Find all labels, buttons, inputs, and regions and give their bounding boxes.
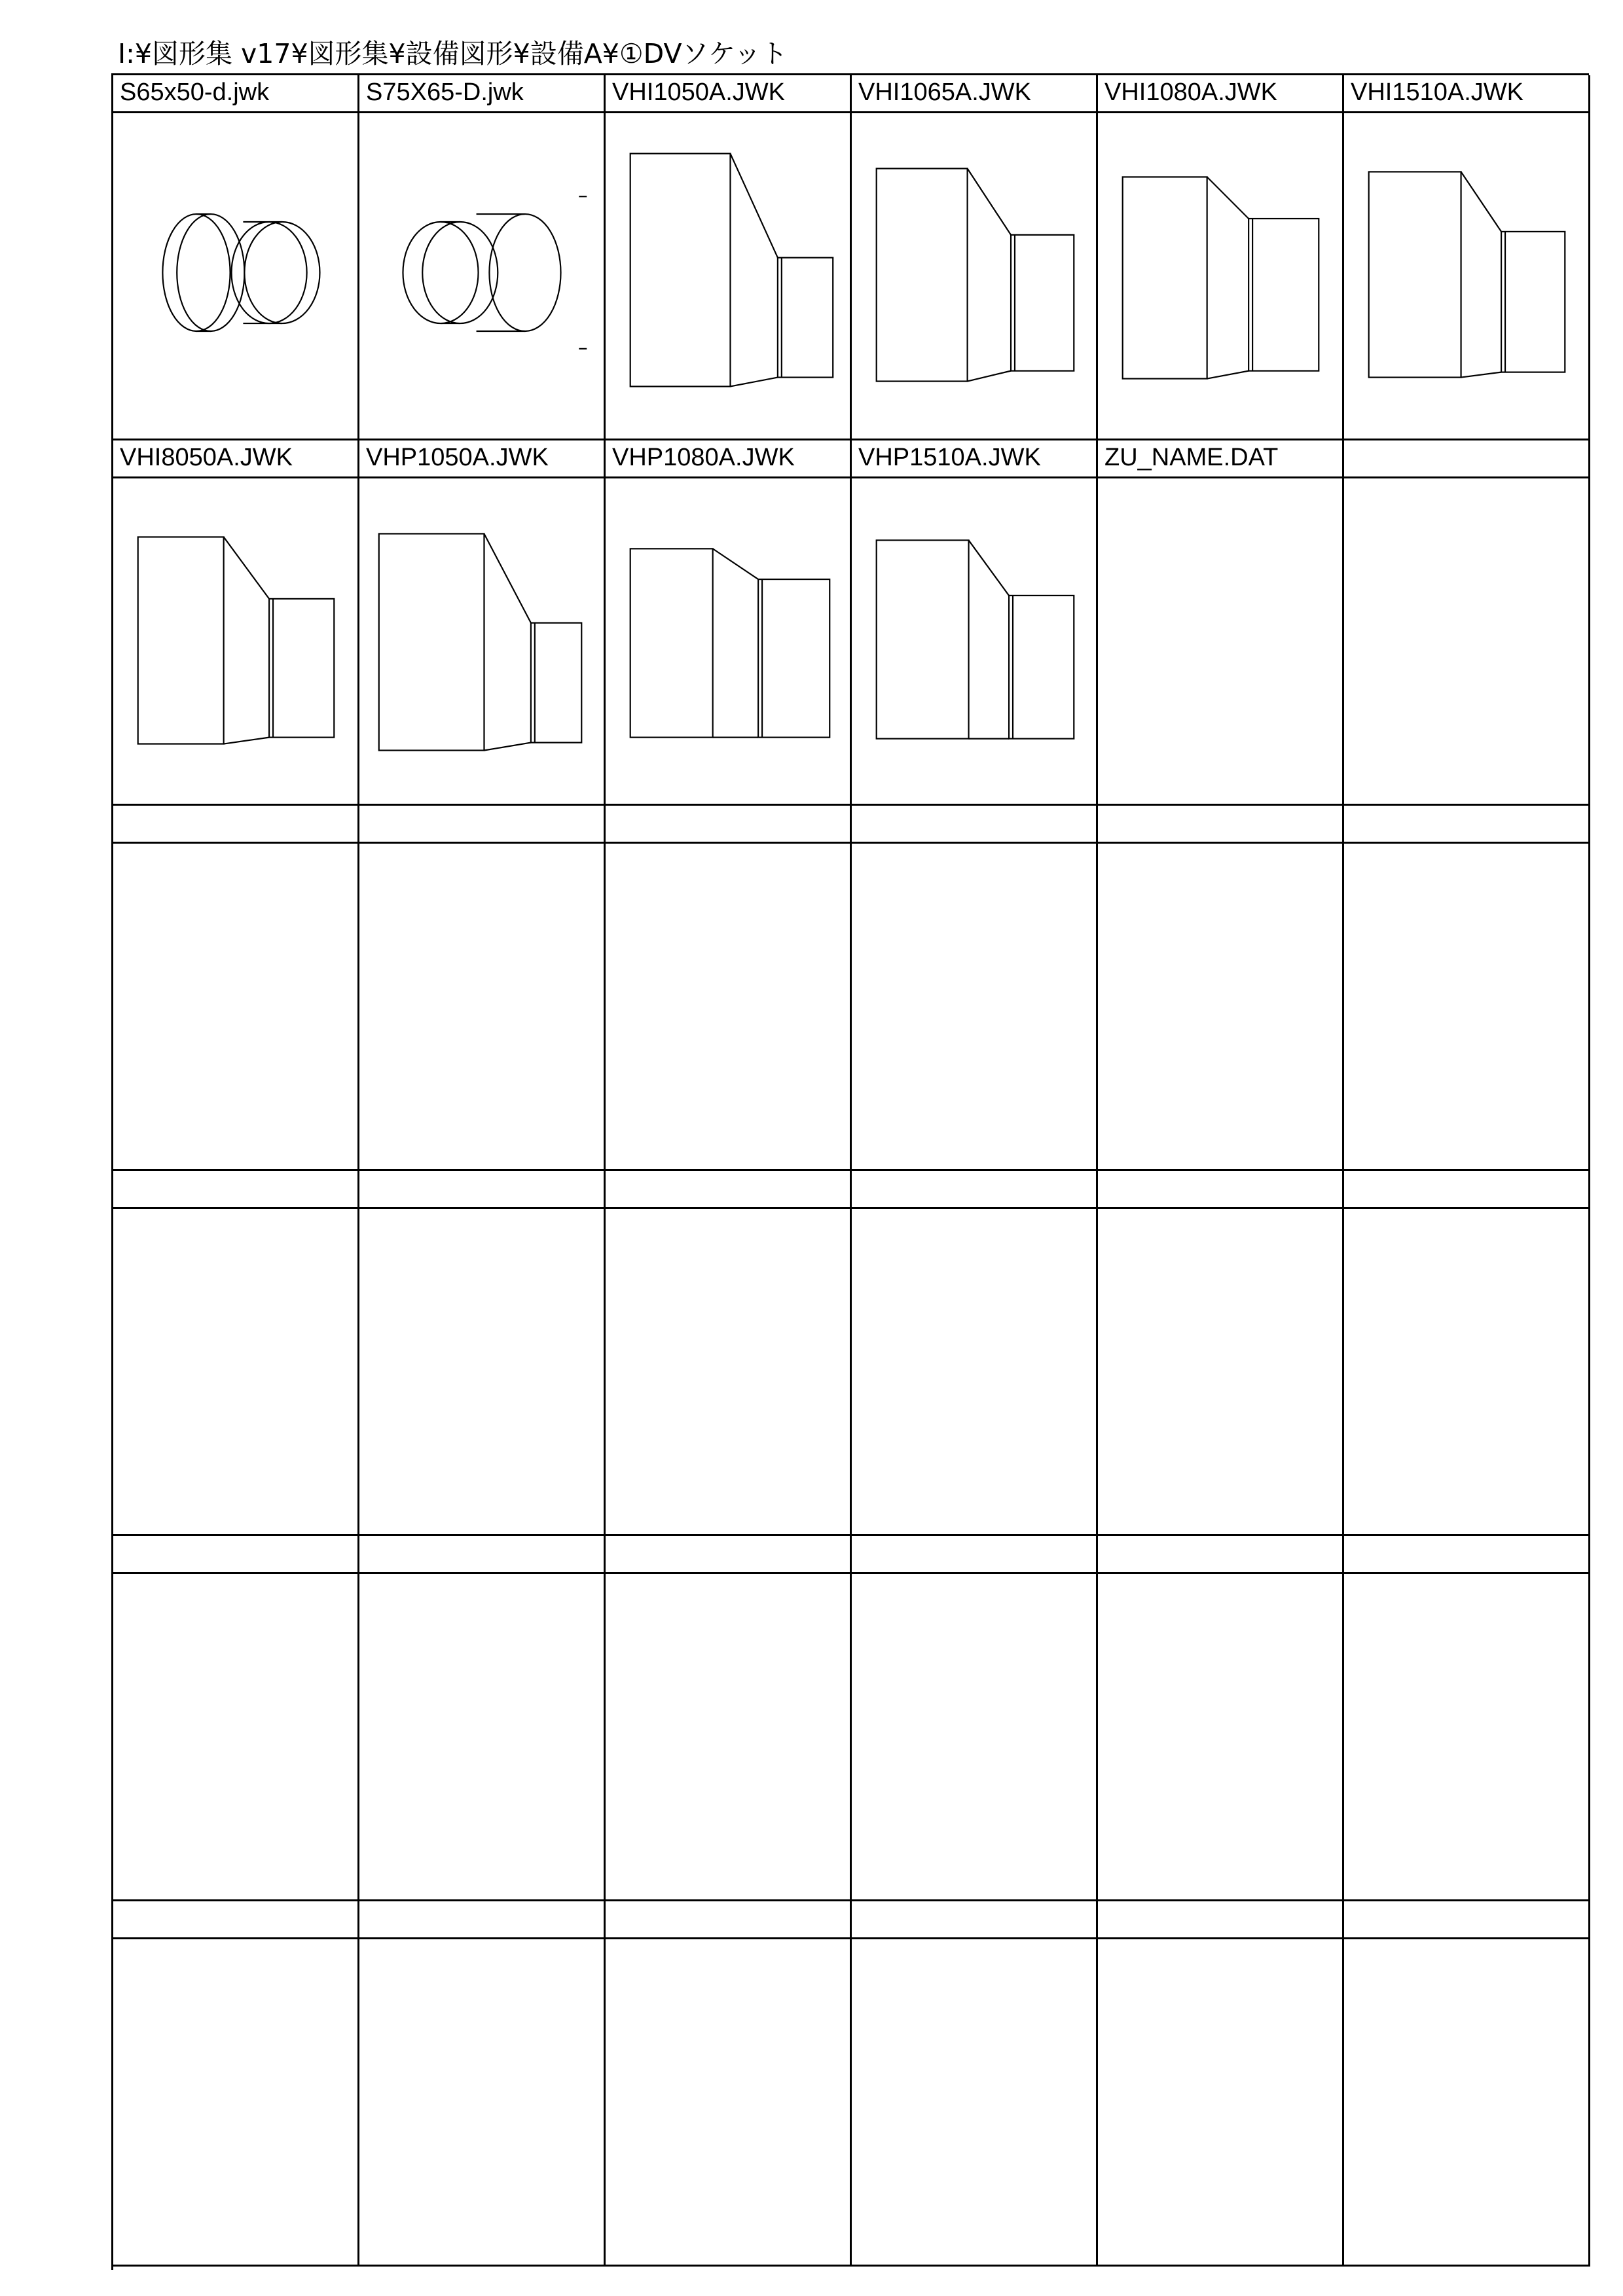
file-name-cell [1344,440,1590,478]
file-name-cell: VHI1050A.JWK [606,75,852,113]
file-name-cell [359,1536,606,1574]
file-name-cell [1344,1536,1590,1574]
file-thumbnail-cell [606,1574,852,1901]
file-thumbnail-cell [606,478,852,806]
file-thumbnail-cell [852,844,1098,1171]
file-thumbnail-cell [359,478,606,806]
file-thumbnail-cell [113,1939,359,2267]
file-name-cell: VHI1065A.JWK [852,75,1098,113]
file-thumbnail-cell [606,1209,852,1536]
file-thumbnail-cell [359,113,606,440]
file-name-cell: VHI1510A.JWK [1344,75,1590,113]
file-name-cell: VHP1050A.JWK [359,440,606,478]
file-thumbnail-cell [852,1574,1098,1901]
pipe-fitting-drawing [113,113,357,439]
file-name-cell [852,1171,1098,1209]
file-thumbnail-cell [606,844,852,1171]
file-thumbnail-cell [1344,1209,1590,1536]
pipe-fitting-drawing [359,113,604,439]
file-thumbnail-cell [852,1209,1098,1536]
file-thumbnail-cell [852,113,1098,440]
file-thumbnail-cell [113,1209,359,1536]
file-thumbnail-cell [1098,1209,1344,1536]
file-name-cell [852,1536,1098,1574]
file-name-cell [1098,806,1344,844]
file-thumbnail-cell [1344,478,1590,806]
file-thumbnail-cell [1344,113,1590,440]
pipe-fitting-drawing [606,113,850,439]
pipe-fitting-drawing [1344,113,1588,439]
file-thumbnail-cell [113,113,359,440]
file-thumbnail-cell [1098,478,1344,806]
file-name-cell [113,1171,359,1209]
file-name-cell [606,1536,852,1574]
file-thumbnail-cell [359,1939,606,2267]
file-thumbnail-cell [1098,1574,1344,1901]
file-thumbnail-cell [1098,1939,1344,2267]
file-thumbnail-cell [1098,844,1344,1171]
file-thumbnail-cell [1344,844,1590,1171]
file-name-cell [606,1171,852,1209]
file-name-cell: ZU_NAME.DAT [1098,440,1344,478]
pipe-fitting-drawing [606,478,850,804]
pipe-fitting-drawing [113,478,357,804]
file-name-cell [359,1171,606,1209]
file-thumbnail-cell [1098,113,1344,440]
file-name-cell: VHI8050A.JWK [113,440,359,478]
page-title: I:¥図形集 v17¥図形集¥設備図形¥設備A¥①DVソケット [118,38,788,69]
pipe-fitting-drawing [852,113,1096,439]
file-thumbnail-cell [359,1574,606,1901]
file-thumbnail-cell [852,1939,1098,2267]
pipe-fitting-drawing [359,478,604,804]
file-name-cell [606,1901,852,1939]
file-name-cell [1098,1901,1344,1939]
file-thumbnail-cell [113,478,359,806]
file-name-cell [359,806,606,844]
file-thumbnail-cell [1344,1939,1590,2267]
file-thumbnail-cell [606,1939,852,2267]
file-thumbnail-cell [359,844,606,1171]
file-name-cell: VHI1080A.JWK [1098,75,1344,113]
file-thumbnail-grid [111,73,1589,2270]
pipe-fitting-drawing [1098,113,1342,439]
file-thumbnail-cell [852,478,1098,806]
file-name-cell [359,1901,606,1939]
file-thumbnail-cell [1344,1574,1590,1901]
file-name-cell [606,806,852,844]
file-name-cell [1344,1171,1590,1209]
file-name-cell: VHP1510A.JWK [852,440,1098,478]
file-thumbnail-cell [113,844,359,1171]
file-name-cell [1344,806,1590,844]
file-thumbnail-cell [359,1209,606,1536]
pipe-fitting-drawing [852,478,1096,804]
file-name-cell [1098,1536,1344,1574]
file-name-cell: VHP1080A.JWK [606,440,852,478]
file-name-cell [1098,1171,1344,1209]
file-thumbnail-cell [606,113,852,440]
file-name-cell: S75X65-D.jwk [359,75,606,113]
file-thumbnail-cell [113,1574,359,1901]
file-name-cell [113,806,359,844]
file-name-cell [852,1901,1098,1939]
file-name-cell [113,1536,359,1574]
file-name-cell [852,806,1098,844]
file-name-cell [113,1901,359,1939]
file-name-cell: S65x50-d.jwk [113,75,359,113]
file-name-cell [1344,1901,1590,1939]
